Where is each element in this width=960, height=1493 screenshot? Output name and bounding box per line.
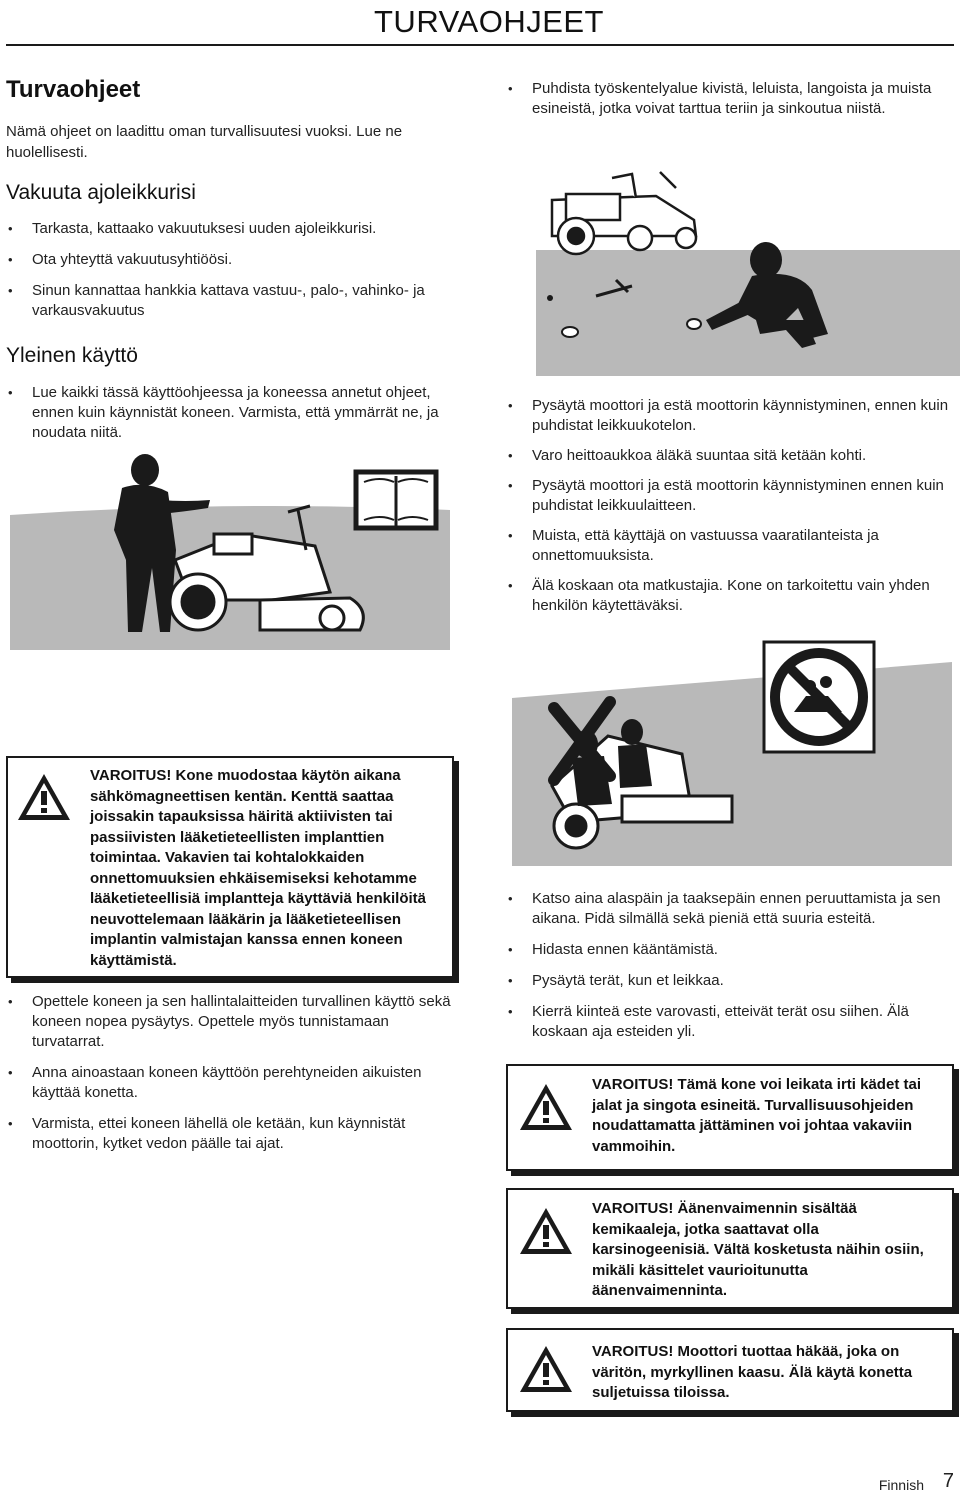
warning-emf-box (6, 756, 454, 978)
warning-triangle-icon (16, 772, 72, 822)
warning-box-muffler (506, 1188, 954, 1309)
list-item: • Lue kaikki tässä käyttöohjeessa ja koneessa annetut ohjeet, ennen kuin käynnistät koneen. Varmista, että ymmärrät ne, ja noudata niitä. (6, 383, 446, 443)
warning-text: VAROITUS! Äänenvaimennin sisältää kemikaaleja, jotka saattavat olla karsinogeenisiä. Vältä kosketusta näihin osiin, mikäli käsittelet vaurioitunutta äänenvaimenninta. (592, 1200, 924, 1299)
list-item: • Opettele koneen ja sen hallintalaitteiden turvallinen käyttö sekä koneen nopea pysäytys. Opettele myös tunnistamaan turvatarrat. (6, 992, 454, 1052)
list-item: • Katso aina alaspäin ja taaksepäin ennen peruuttamista ja sen aikana. Pidä silmällä sekä pieniä että suuria esteitä. (506, 889, 958, 929)
header-rule (6, 44, 954, 46)
riding-mower-drawing (552, 172, 696, 254)
stone (687, 319, 701, 329)
intro-text: Nämä ohjeet on laadittu oman turvallisuutesi vuoksi. Lue ne huolellisesti. (6, 123, 403, 161)
no-passenger-icon (764, 642, 874, 752)
insurance-title: Vakuuta ajoleikkurisi (6, 181, 196, 204)
warning-triangle-icon (518, 1344, 574, 1394)
stone (562, 327, 578, 337)
footer-language: Finnish (878, 1477, 924, 1493)
page-header (0, 0, 960, 48)
list-item: • Pysäytä moottori ja estä moottorin käynnistyminen, ennen kuin puhdistat leikkuukotelon. (506, 396, 958, 436)
general-list (6, 383, 446, 443)
list-item: • Puhdista työskentelyalue kivistä, leluista, langoista ja muista esineistä, jotka voivat tarttua teriin ja sinkoutua niistä. (506, 79, 946, 119)
list-item: • Varmista, ettei koneen lähellä ole ketään, kun käynnistät moottorin, kytket vedon päälle tai ajat. (6, 1114, 454, 1154)
page-number: 7 (942, 1470, 954, 1492)
warning-box-carbon-monoxide (506, 1328, 954, 1412)
warning-box-cutting (506, 1064, 954, 1171)
list-item: • Varo heittoaukkoa äläkä suuntaa sitä ketään kohti. (506, 446, 958, 466)
warning-text: VAROITUS! Tämä kone voi leikata irti kädet tai jalat ja singota esineitä. Turvallisuusohjeiden noudattamatta jättäminen voi johtaa vakaviin vammoihin. (592, 1076, 921, 1155)
list-item: • Pysäytä moottori ja estä moottorin käynnistyminen ennen kuin puhdistat leikkuulaitteen. (506, 476, 958, 516)
stone (547, 295, 553, 301)
list-item: • Hidasta ennen kääntämistä. (506, 940, 958, 960)
list-item: • Älä koskaan ota matkustajia. Kone on tarkoitettu vain yhden henkilön käytettäväksi. (506, 576, 958, 616)
operator-reading-manual-illustration (10, 450, 450, 650)
intro-title: Turvaohjeet (6, 76, 141, 103)
list-item: • Ota yhteyttä vakuutusyhtiöösi. (6, 250, 454, 270)
list-item: • Tarkasta, kattaako vakuutuksesi uuden ajoleikkurisi. (6, 219, 454, 239)
no-passengers-illustration (512, 636, 952, 866)
list-item: • Pysäytä terät, kun et leikkaa. (506, 971, 958, 991)
general-title: Yleinen käyttö (6, 344, 138, 367)
clearing-debris-illustration (536, 168, 960, 376)
list-item: • Kierrä kiinteä este varovasti, etteivät terät osu siihen. Älä koskaan aja esteiden yli. (506, 1002, 958, 1042)
insurance-list (6, 219, 454, 321)
warning-triangle-icon (518, 1082, 574, 1132)
header-title: TURVAOHJEET (374, 4, 604, 39)
list-item: • Anna ainoastaan koneen käyttöön perehtyneiden aikuisten käyttää konetta. (6, 1063, 454, 1103)
warning-triangle-icon (518, 1206, 574, 1256)
list-item: • Sinun kannattaa hankkia kattava vastuu-, palo-, vahinko- ja varkausvakuutus (6, 281, 454, 321)
right-bottom-list (506, 889, 958, 1042)
warning-emf-text: VAROITUS! Kone muodostaa käytön aikana sähkömagneettisen kentän. Kenttä saattaa joissakin tapauksissa häiritä aktiivisten tai passiivisten lääketieteellisten implanttien toimintaa. Vakavien tai kohtalokkaiden onnettomuuksien ehkäisemiseksi kehotamme lääketieteellisiä implantteja käyttäviä henkilöitä neuvottelemaan lääkärin ja lääketieteellisen implantin valmistajan kanssa ennen koneen käyttämistä. (90, 767, 426, 969)
left-bottom-list (6, 992, 454, 1154)
book-icon (356, 472, 436, 528)
list-item: • Muista, että käyttäjä on vastuussa vaaratilanteista ja onnettomuuksista. (506, 526, 958, 566)
right-top-list (506, 79, 946, 119)
right-mid-list (506, 396, 958, 616)
warning-text: VAROITUS! Moottori tuottaa häkää, joka on väritön, myrkyllinen kaasu. Älä käytä konetta suljetuissa tiloissa. (592, 1343, 913, 1401)
